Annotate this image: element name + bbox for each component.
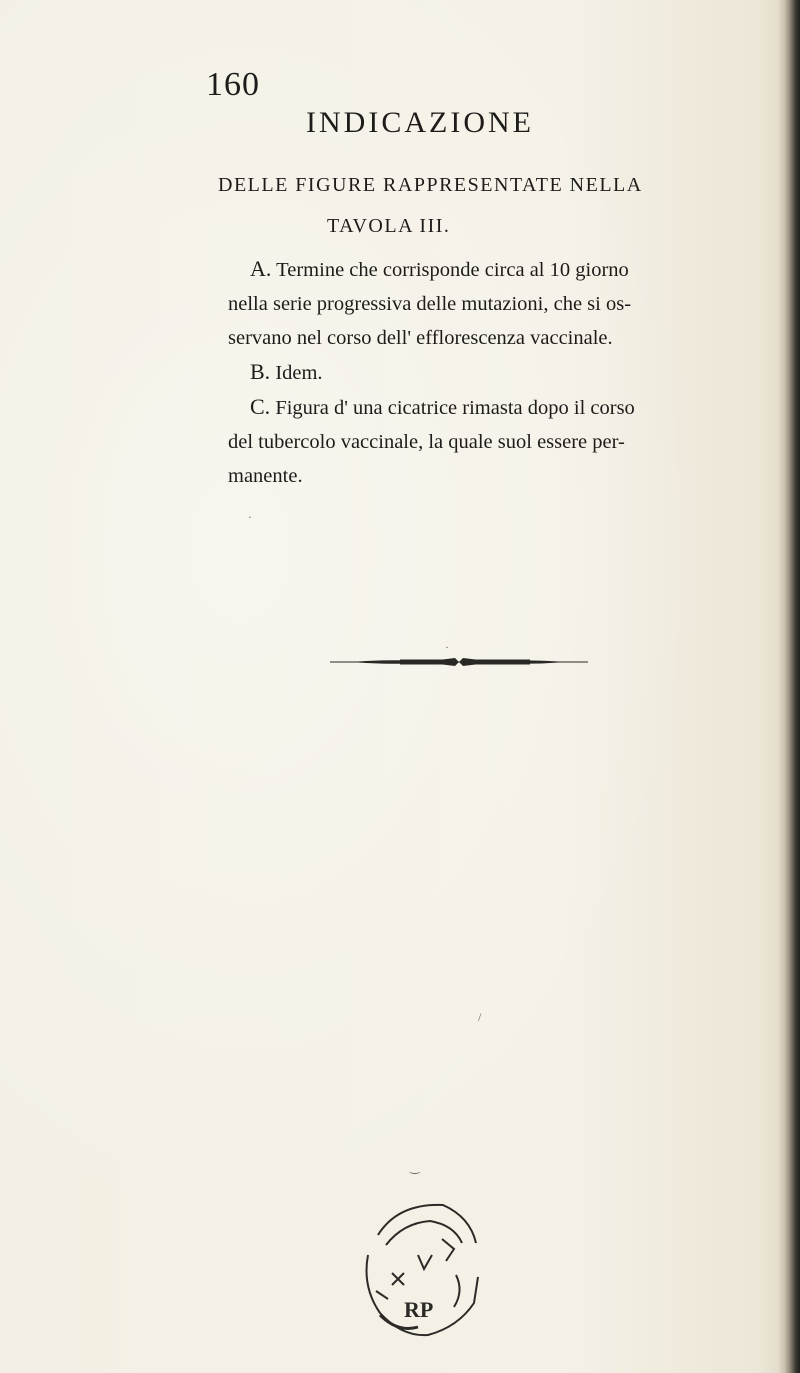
entry-a-letter: A.	[250, 256, 272, 281]
entry-b-line-1: Idem.	[275, 362, 323, 384]
subtitle-line-2: TAVOLA III.	[327, 215, 451, 237]
page-number: 160	[206, 66, 260, 103]
entry-a-line-2: nella serie progressiva delle mutazioni, che si os-	[228, 293, 632, 315]
entry-c-line-3: manente.	[228, 465, 303, 487]
library-stamp-icon	[358, 1195, 488, 1345]
entry-a	[228, 252, 748, 355]
entry-a-line-1: Termine che corrisponde circa al 10 giorno	[276, 259, 629, 281]
page-title: INDICAZIONE	[306, 106, 534, 139]
entry-a-line-3: servano nel corso dell' efflorescenza vaccinale.	[228, 327, 613, 349]
paper-speck: ‿	[410, 1160, 420, 1174]
entry-c-line-1: Figura d' una cicatrice rimasta dopo il corso	[275, 397, 635, 419]
entry-c-letter: C.	[250, 394, 271, 419]
entry-c-line-2: del tubercolo vaccinale, la quale suol essere per-	[228, 431, 625, 453]
page-gutter-shadow	[778, 0, 800, 1373]
subtitle-line-1: DELLE FIGURE RAPPRESENTATE NELLA	[218, 174, 643, 196]
paper-speck: ·	[248, 510, 252, 524]
figure-entries	[228, 252, 748, 493]
svg-text:RP: RP	[404, 1297, 434, 1322]
entry-b	[228, 355, 748, 390]
entry-c	[228, 390, 748, 493]
ornament-rule-icon	[330, 656, 588, 668]
paper-speck: /	[478, 1010, 482, 1024]
entry-b-letter: B.	[250, 359, 271, 384]
paper-speck: ·	[445, 640, 449, 654]
